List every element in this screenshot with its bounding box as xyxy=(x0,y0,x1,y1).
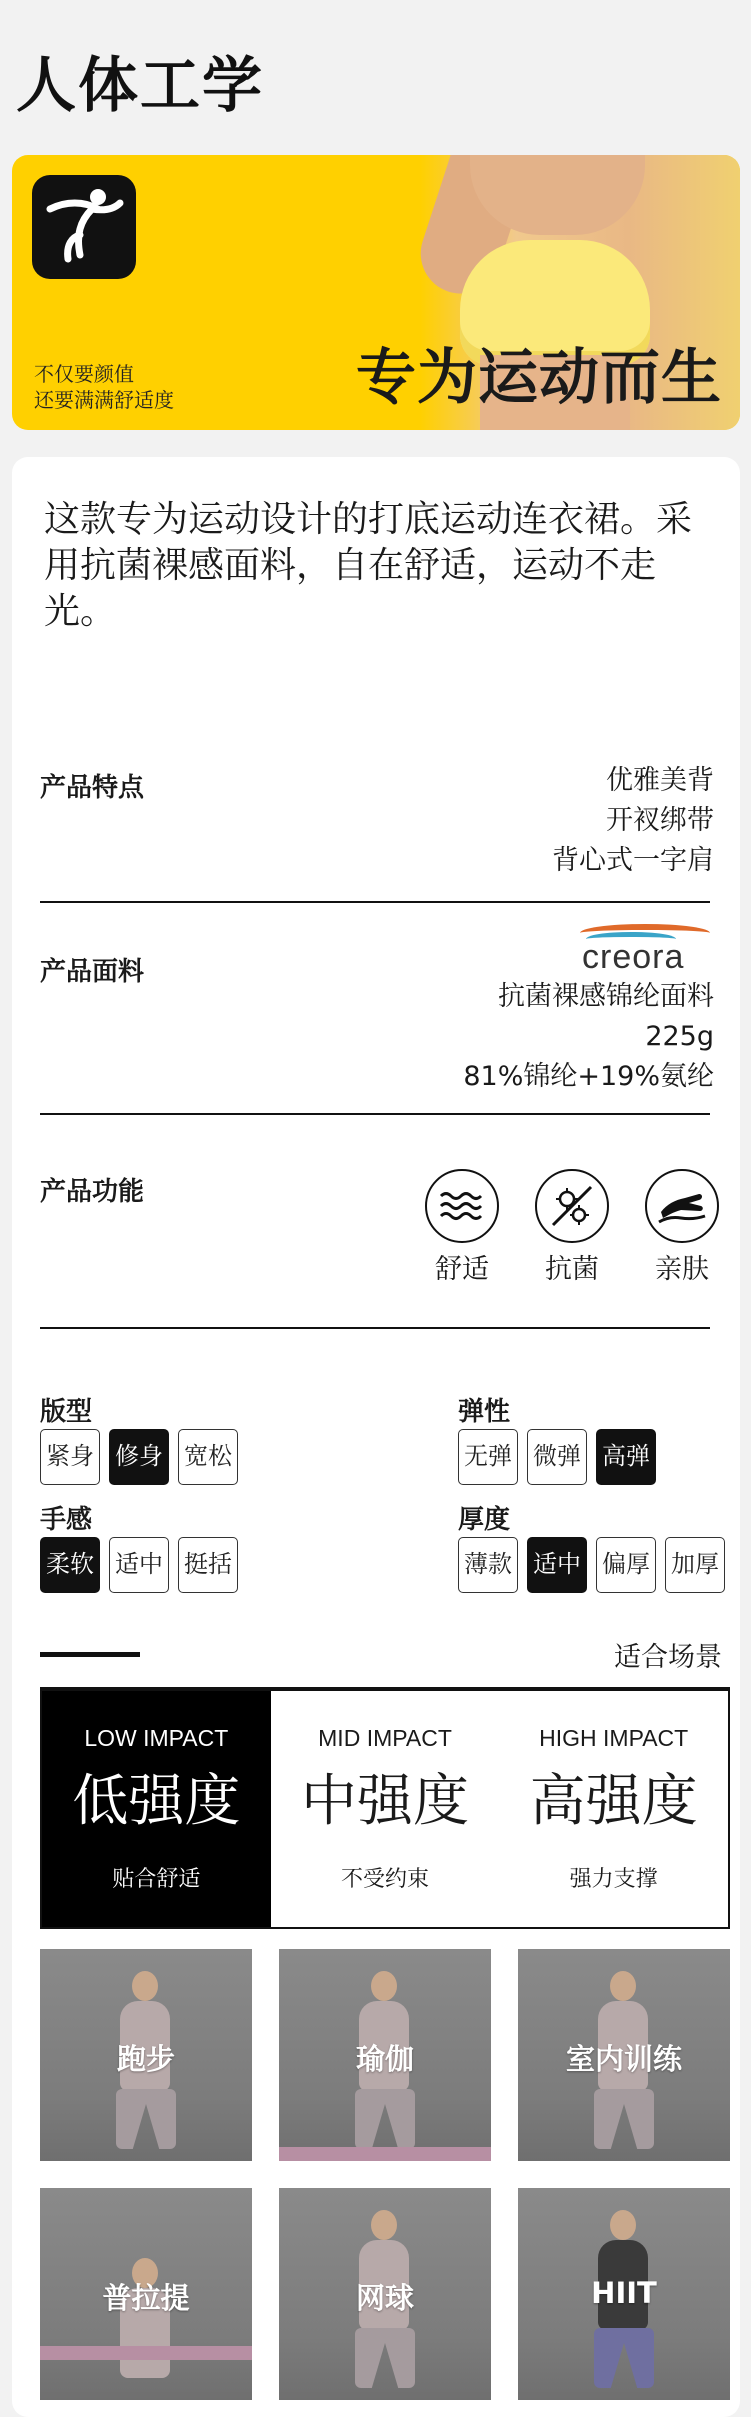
feature-item: 优雅美背 xyxy=(606,765,714,796)
divider xyxy=(40,1327,710,1329)
intensity-sub: 贴合舒适 xyxy=(112,1867,201,1892)
elasticity-options xyxy=(458,1429,656,1485)
scene-photo-legs xyxy=(594,2328,654,2388)
features-label: 产品特点 xyxy=(40,773,145,803)
banner-tagline-line: 还要满满舒适度 xyxy=(34,388,174,412)
intensity-sub: 强力支撑 xyxy=(569,1867,658,1892)
intensity-zh: 中强度 xyxy=(301,1769,469,1834)
fit-option[interactable]: 紧身 xyxy=(40,1429,100,1485)
scene-card-tennis[interactable] xyxy=(279,2188,491,2400)
elasticity-option[interactable]: 微弹 xyxy=(527,1429,587,1485)
scene-photo-legs xyxy=(594,2089,654,2149)
scene-photo-head xyxy=(371,2210,397,2240)
function-label: 抗菌 xyxy=(545,1254,599,1285)
product-detail-card xyxy=(12,457,740,2417)
feel-option[interactable]: 挺括 xyxy=(178,1537,238,1593)
intensity-en: MID IMPACT xyxy=(318,1725,452,1751)
feel-options xyxy=(40,1537,238,1593)
scene-photo-legs xyxy=(355,2089,415,2149)
thickness-options xyxy=(458,1537,725,1593)
scene-photo-head xyxy=(610,1971,636,2001)
function-label: 亲肤 xyxy=(655,1254,709,1285)
fabric-brand: creora xyxy=(582,938,685,976)
scenes-title: 适合场景 xyxy=(614,1642,722,1673)
elasticity-option-selected[interactable]: 高弹 xyxy=(596,1429,656,1485)
intensity-zh: 高强度 xyxy=(529,1769,698,1834)
product-intro: 这款专为运动设计的打底运动连衣裙。采用抗菌裸感面料，自在舒适，运动不走光。 xyxy=(44,499,693,632)
attribute-title-thickness: 厚度 xyxy=(458,1505,511,1535)
scene-label: 瑜伽 xyxy=(355,2042,414,2076)
intensity-en: LOW IMPACT xyxy=(84,1725,229,1751)
intensity-high[interactable] xyxy=(499,1691,728,1927)
scene-card-running[interactable] xyxy=(40,1949,252,2161)
wave-icon xyxy=(425,1169,499,1243)
page-title: 人体工学 xyxy=(16,51,264,121)
function-item-skin-friendly xyxy=(640,1169,724,1286)
fabric-label: 产品面料 xyxy=(40,957,145,987)
divider xyxy=(40,1113,710,1115)
fabric-item: 抗菌裸感锦纶面料 xyxy=(498,981,714,1012)
feel-option-selected[interactable]: 柔软 xyxy=(40,1537,100,1593)
scene-photo-legs xyxy=(355,2328,415,2388)
thickness-option[interactable]: 薄款 xyxy=(458,1537,518,1593)
feature-item: 背心式一字肩 xyxy=(552,845,714,876)
attribute-title-feel: 手感 xyxy=(40,1505,93,1535)
intensity-low[interactable] xyxy=(42,1691,271,1927)
thickness-option-selected[interactable]: 适中 xyxy=(527,1537,587,1593)
fabric-values xyxy=(463,977,714,1097)
scene-card-pilates[interactable] xyxy=(40,2188,252,2400)
elasticity-option[interactable]: 无弹 xyxy=(458,1429,518,1485)
creora-logo xyxy=(580,924,710,976)
scene-label: 网球 xyxy=(355,2281,414,2315)
antibacterial-icon xyxy=(535,1169,609,1243)
scene-photo-head xyxy=(132,1971,158,2001)
scene-photo-legs xyxy=(116,2089,176,2149)
fit-options xyxy=(40,1429,238,1485)
scene-photo-mat xyxy=(40,2346,252,2360)
scene-card-indoor-training[interactable] xyxy=(518,1949,730,2161)
feature-item: 开衩绑带 xyxy=(606,805,714,836)
thickness-option[interactable]: 偏厚 xyxy=(596,1537,656,1593)
attribute-title-elasticity: 弹性 xyxy=(458,1397,511,1427)
banner-tagline-line: 不仅要颜值 xyxy=(34,362,134,386)
features-values xyxy=(552,761,714,881)
fit-option[interactable]: 宽松 xyxy=(178,1429,238,1485)
scene-photo-head xyxy=(371,1971,397,2001)
scene-label: HIIT xyxy=(591,2276,657,2310)
intensity-zh: 低强度 xyxy=(72,1769,241,1834)
fit-option-selected[interactable]: 修身 xyxy=(109,1429,169,1485)
scene-card-hiit[interactable] xyxy=(518,2188,730,2400)
intensity-mid[interactable] xyxy=(271,1691,500,1927)
function-label: 舒适 xyxy=(435,1254,489,1285)
attribute-title-fit: 版型 xyxy=(40,1397,93,1427)
thickness-option[interactable]: 加厚 xyxy=(665,1537,725,1593)
skin-touch-icon xyxy=(645,1169,719,1243)
scene-photo-mat xyxy=(279,2147,491,2161)
intensity-table xyxy=(40,1689,730,1929)
scene-accent-bar xyxy=(40,1652,140,1657)
divider xyxy=(40,901,710,903)
yoga-pose-icon xyxy=(32,175,136,279)
scene-label: 跑步 xyxy=(116,2042,175,2076)
banner-tagline xyxy=(34,361,174,413)
hero-banner xyxy=(12,155,740,430)
scene-label: 普拉提 xyxy=(102,2281,190,2315)
scene-label: 室内训练 xyxy=(565,2042,682,2076)
scene-photo-head xyxy=(610,2210,636,2240)
scene-card-yoga[interactable] xyxy=(279,1949,491,2161)
fabric-item: 81%锦纶+19%氨纶 xyxy=(463,1061,714,1092)
intensity-en: HIGH IMPACT xyxy=(539,1725,689,1751)
function-item-antibacterial xyxy=(530,1169,614,1286)
functions-label: 产品功能 xyxy=(40,1177,145,1207)
feel-option[interactable]: 适中 xyxy=(109,1537,169,1593)
banner-slogan: 专为运动而生 xyxy=(356,343,722,413)
intensity-sub: 不受约束 xyxy=(341,1867,430,1892)
fabric-item: 225g xyxy=(645,1021,714,1052)
function-item-comfort xyxy=(420,1169,504,1286)
